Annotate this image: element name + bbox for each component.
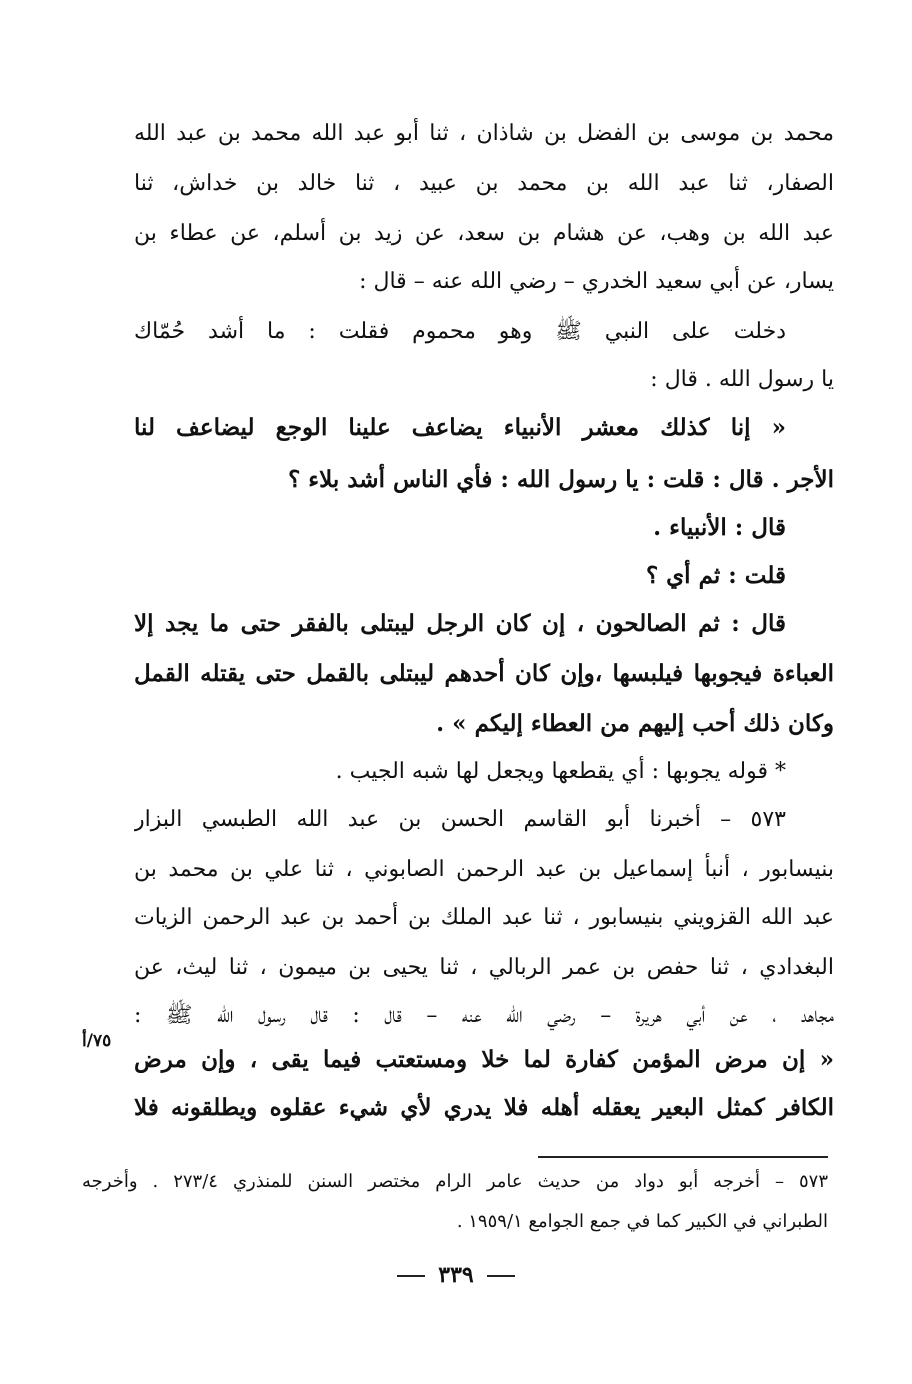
body-line: البغدادي ، ثنا حفص بن عمر الربالي ، ثنا يحيى بن ميمون ، ثنا ليث، عن <box>134 955 834 980</box>
page-number-value: ٣٣٩ <box>438 1262 474 1288</box>
hadith-line: « إن مرض المؤمن كفارة لما خلا ومستعتب فيما يقى ، وإن مرض <box>134 1046 834 1073</box>
body-line: بنيسابور ، أنبأ إسماعيل بن عبد الرحمن الصابوني ، ثنا علي بن محمد بن <box>134 857 834 882</box>
body-line: محمد بن موسى بن الفضل بن شاذان ، ثنا أبو عبد الله محمد بن عبد الله <box>134 121 834 146</box>
page-number-dash <box>397 1275 425 1277</box>
body-line: يسار، عن أبي سعيد الخدري – رضي الله عنه – قال : <box>359 269 834 294</box>
page-number-dash <box>487 1275 515 1277</box>
hadith-line: الكافر كمثل البعير يعقله أهله فلا يدري لأي شيء عقلوه ويطلقونه فلا <box>134 1094 834 1121</box>
body-line: عبد الله القزويني بنيسابور ، ثنا عبد الملك بن أحمد بن عبد الرحمن الزيات <box>134 905 834 930</box>
hadith-line: « إنا كذلك معشر الأنبياء يضاعف علينا الوجع ليضاعف لنا <box>134 414 786 441</box>
hadith-line: وكان ذلك أحب إليهم من العطاء إليكم » . <box>436 710 834 737</box>
margin-folio-note: ٧٥/أ <box>82 1031 112 1051</box>
body-line: دخلت على النبي ﷺ وهو محموم فقلت : ما أشد حُمّاك <box>134 319 786 344</box>
hadith-line: العباءة فيجوبها فيلبسها ،وإن كان أحدهم ليبتلى بالقمل حتى يقتله القمل <box>134 660 834 687</box>
hadith-line: قلت : ثم أي ؟ <box>645 562 786 589</box>
body-line: عبد الله بن وهب، عن هشام بن سعد، عن زيد بن أسلم، عن عطاء بن <box>134 221 834 246</box>
body-line: يا رسول الله . قال : <box>650 367 834 392</box>
footnote-line: الطبراني في الكبير كما في جمع الجوامع ١٩٥٩/١ . <box>456 1211 828 1232</box>
page-number <box>0 1262 912 1288</box>
footnote-separator <box>538 1156 828 1158</box>
body-line: الصفار، ثنا عبد الله بن محمد بن عبيد ، ثنا خالد بن خداش، ثنا <box>134 171 834 196</box>
hadith-line: قال : ثم الصالحون ، إن كان الرجل ليبتلى بالفقر حتى ما يجد إلا <box>134 610 786 637</box>
hadith-number-line: ٥٧٣ – أخبرنا أبو القاسم الحسن بن عبد الله الطبسي البزار <box>134 807 786 832</box>
body-line: مجاهد ، عن أبي هريرة – رضي الله عنه – قال : قال رسول الله ﷺ : <box>134 1003 834 1028</box>
explanation-note: * قوله يجوبها : أي يقطعها ويجعل لها شبه الجيب . <box>335 759 786 784</box>
hadith-line: قال : الأنبياء . <box>653 514 786 541</box>
hadith-line: الأجر . قال : قلت : يا رسول الله : فأي الناس أشد بلاء ؟ <box>288 466 834 493</box>
footnote-line: ٥٧٣ – أخرجه أبو دواد من حديث عامر الرام مختصر السنن للمنذري ٢٧٣/٤ . وأخرجه <box>82 1171 828 1192</box>
